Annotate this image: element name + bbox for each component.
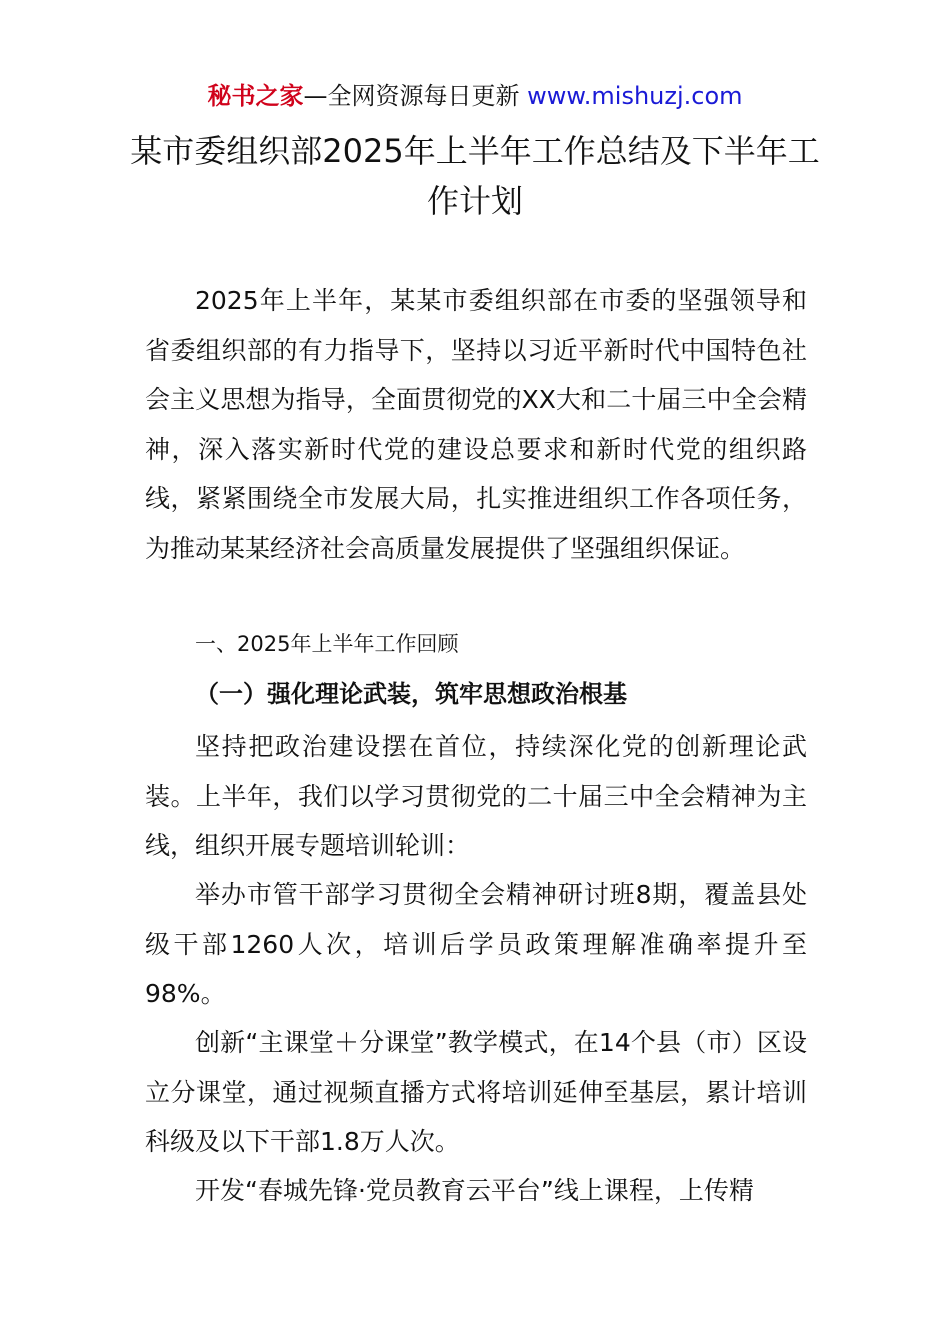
teaching-model-paragraph: 创新“主课堂＋分课堂”教学模式，在14个县（市）区设立分课堂，通过视频直播方式将培训延伸至基层，累计培训科级及以下干部1.8万人次。: [145, 1028, 807, 1156]
seminar-paragraph: 举办市管干部学习贯彻全会精神研讨班8期，覆盖县处级干部1260人次，培训后学员政策理解准确率提升至98%。: [145, 880, 807, 1008]
theory-paragraph: 坚持把政治建设摆在首位，持续深化党的创新理论武装。上半年，我们以学习贯彻党的二十届三中全会精神为主线，组织开展专题培训轮训：: [145, 732, 807, 860]
site-banner: [0, 80, 950, 112]
banner-tagline: —全网资源每日更新: [303, 82, 528, 110]
document-title: 某市委组织部2025年上半年工作总结及下半年工作计划: [130, 132, 820, 220]
site-url-link[interactable]: www.mishuzj.com: [527, 82, 743, 110]
subsection-heading: （一）强化理论武装，筑牢思想政治根基: [195, 680, 627, 708]
section-heading: 一、2025年上半年工作回顾: [195, 632, 459, 656]
brand-name[interactable]: 秘书之家: [207, 82, 304, 110]
intro-paragraph: 2025年上半年，某某市委组织部在市委的坚强领导和省委组织部的有力指导下，坚持以习近平新时代中国特色社会主义思想为指导，全面贯彻党的XX大和二十届三中全会精神，深入落实新时代党的建设总要求和新时代党的组织路线，紧紧围绕全市发展大局，扎实推进组织工作各项任务，为推动某某经济社会高质量发展提供了坚强组织保证。: [145, 286, 807, 563]
cloud-platform-paragraph: 开发“春城先锋·党员教育云平台”线上课程，上传精: [195, 1176, 754, 1205]
